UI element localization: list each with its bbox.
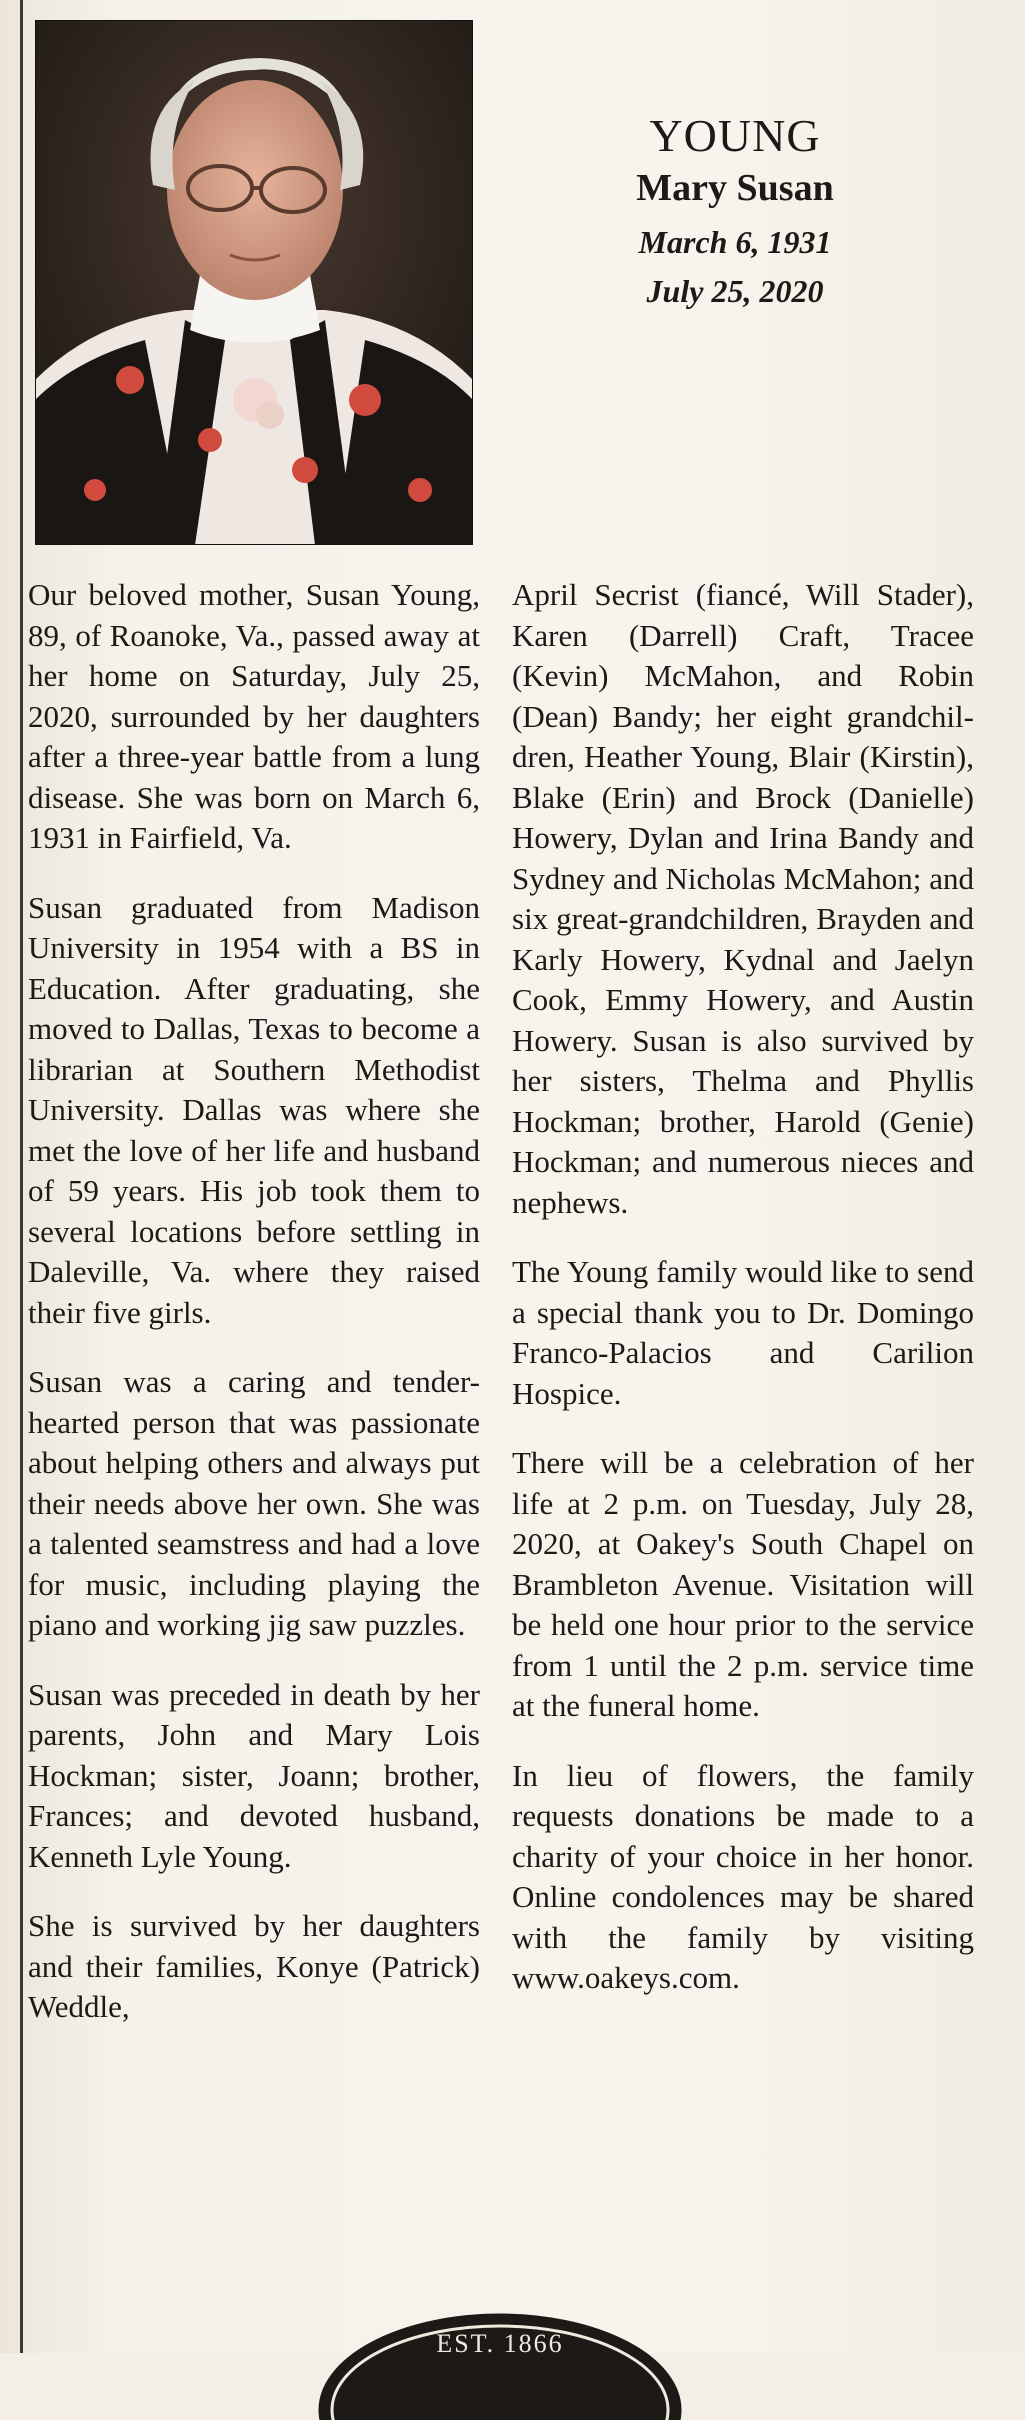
birth-date: March 6, 1931 <box>638 223 832 260</box>
paragraph: Susan was a caring and tender-hearted person that was passionate about helping others and always put their needs above her own. She was a talented seamstress and had a love for music, including playing the piano and working jig saw puzzles. <box>28 1364 480 1642</box>
paragraph: In lieu of flowers, the family requests donations be made to a charity of your choice in her honor. Online condolences may be shared with the family by visiting www.oakeys.com. <box>512 1757 974 1995</box>
paragraph: Susan was preceded in death by her parents, John and Mary Lois Hockman; sister, Joann; brother, Frances; and devoted husband, Kenneth Lyle Young. <box>28 1676 480 1874</box>
paragraph: She is survived by her daughters and their families, Konye (Patrick) Weddle, <box>28 1908 480 2024</box>
seal-text: EST. 1866 <box>436 2329 564 2358</box>
portrait-illustration <box>35 20 473 545</box>
paragraph: April Secrist (fiancé, Will Stader), Karen (Darrell) Craft, Tracee (Kevin) McMahon, and Robin (Dean) Bandy; her eight grandchildren, Heather Young, Blair (Kirstin), Blake (Erin) and Brock (Danielle) Howery, Dylan and Irina Bandy and Sydney and Nicholas McMahon; and six great-grandchildren, Brayden and Karly Howery, Kydnal and Jaelyn Cook, Emmy Howery, and Austin Howery. Susan is also survived by her sisters, Thelma and Phyllis Hockman; brother, Harold (Genie) Hockman; and numerous nieces and nephews. <box>512 577 974 1220</box>
given-name: Mary Susan <box>636 166 834 209</box>
funeral-home-seal <box>310 2300 690 2420</box>
seal-logo <box>310 2300 690 2420</box>
paragraph: Our beloved mother, Susan Young, 89, of Roanoke, Va., passed away at her home on Saturday, July 25, 2020, surrounded by her daughters after a three-year battle from a lung disease. She was born on March 6, 1931 in Fairfield, Va. <box>28 577 480 855</box>
left-column <box>28 575 480 2057</box>
column-rule <box>20 0 23 2353</box>
right-column <box>512 575 974 2028</box>
death-date: July 25, 2020 <box>646 272 824 309</box>
paragraph: There will be a celebration of her life at 2 p.m. on Tuesday, July 28, 2020, at Oakey's South Chapel on Brambleton Avenue. Visitation will be held one hour prior to the service from 1 until the 2 p.m. service time at the funeral home. <box>512 1445 974 1723</box>
surname: YOUNG <box>649 110 821 161</box>
paragraph: Susan graduated from Madison University in 1954 with a BS in Education. After graduating, she moved to Dallas, Texas to become a librarian at Southern Methodist University. Dallas was where she met the love of her life and husband of 59 years. His job took them to several locations before settling in Daleville, Va. where they raised their five girls. <box>28 889 480 1330</box>
portrait-photo <box>35 20 473 545</box>
paragraph: The Young family would like to send a special thank you to Dr. Domingo Franco-Palacios and Carilion Hospice. <box>512 1254 974 1411</box>
obituary-header <box>540 110 930 313</box>
